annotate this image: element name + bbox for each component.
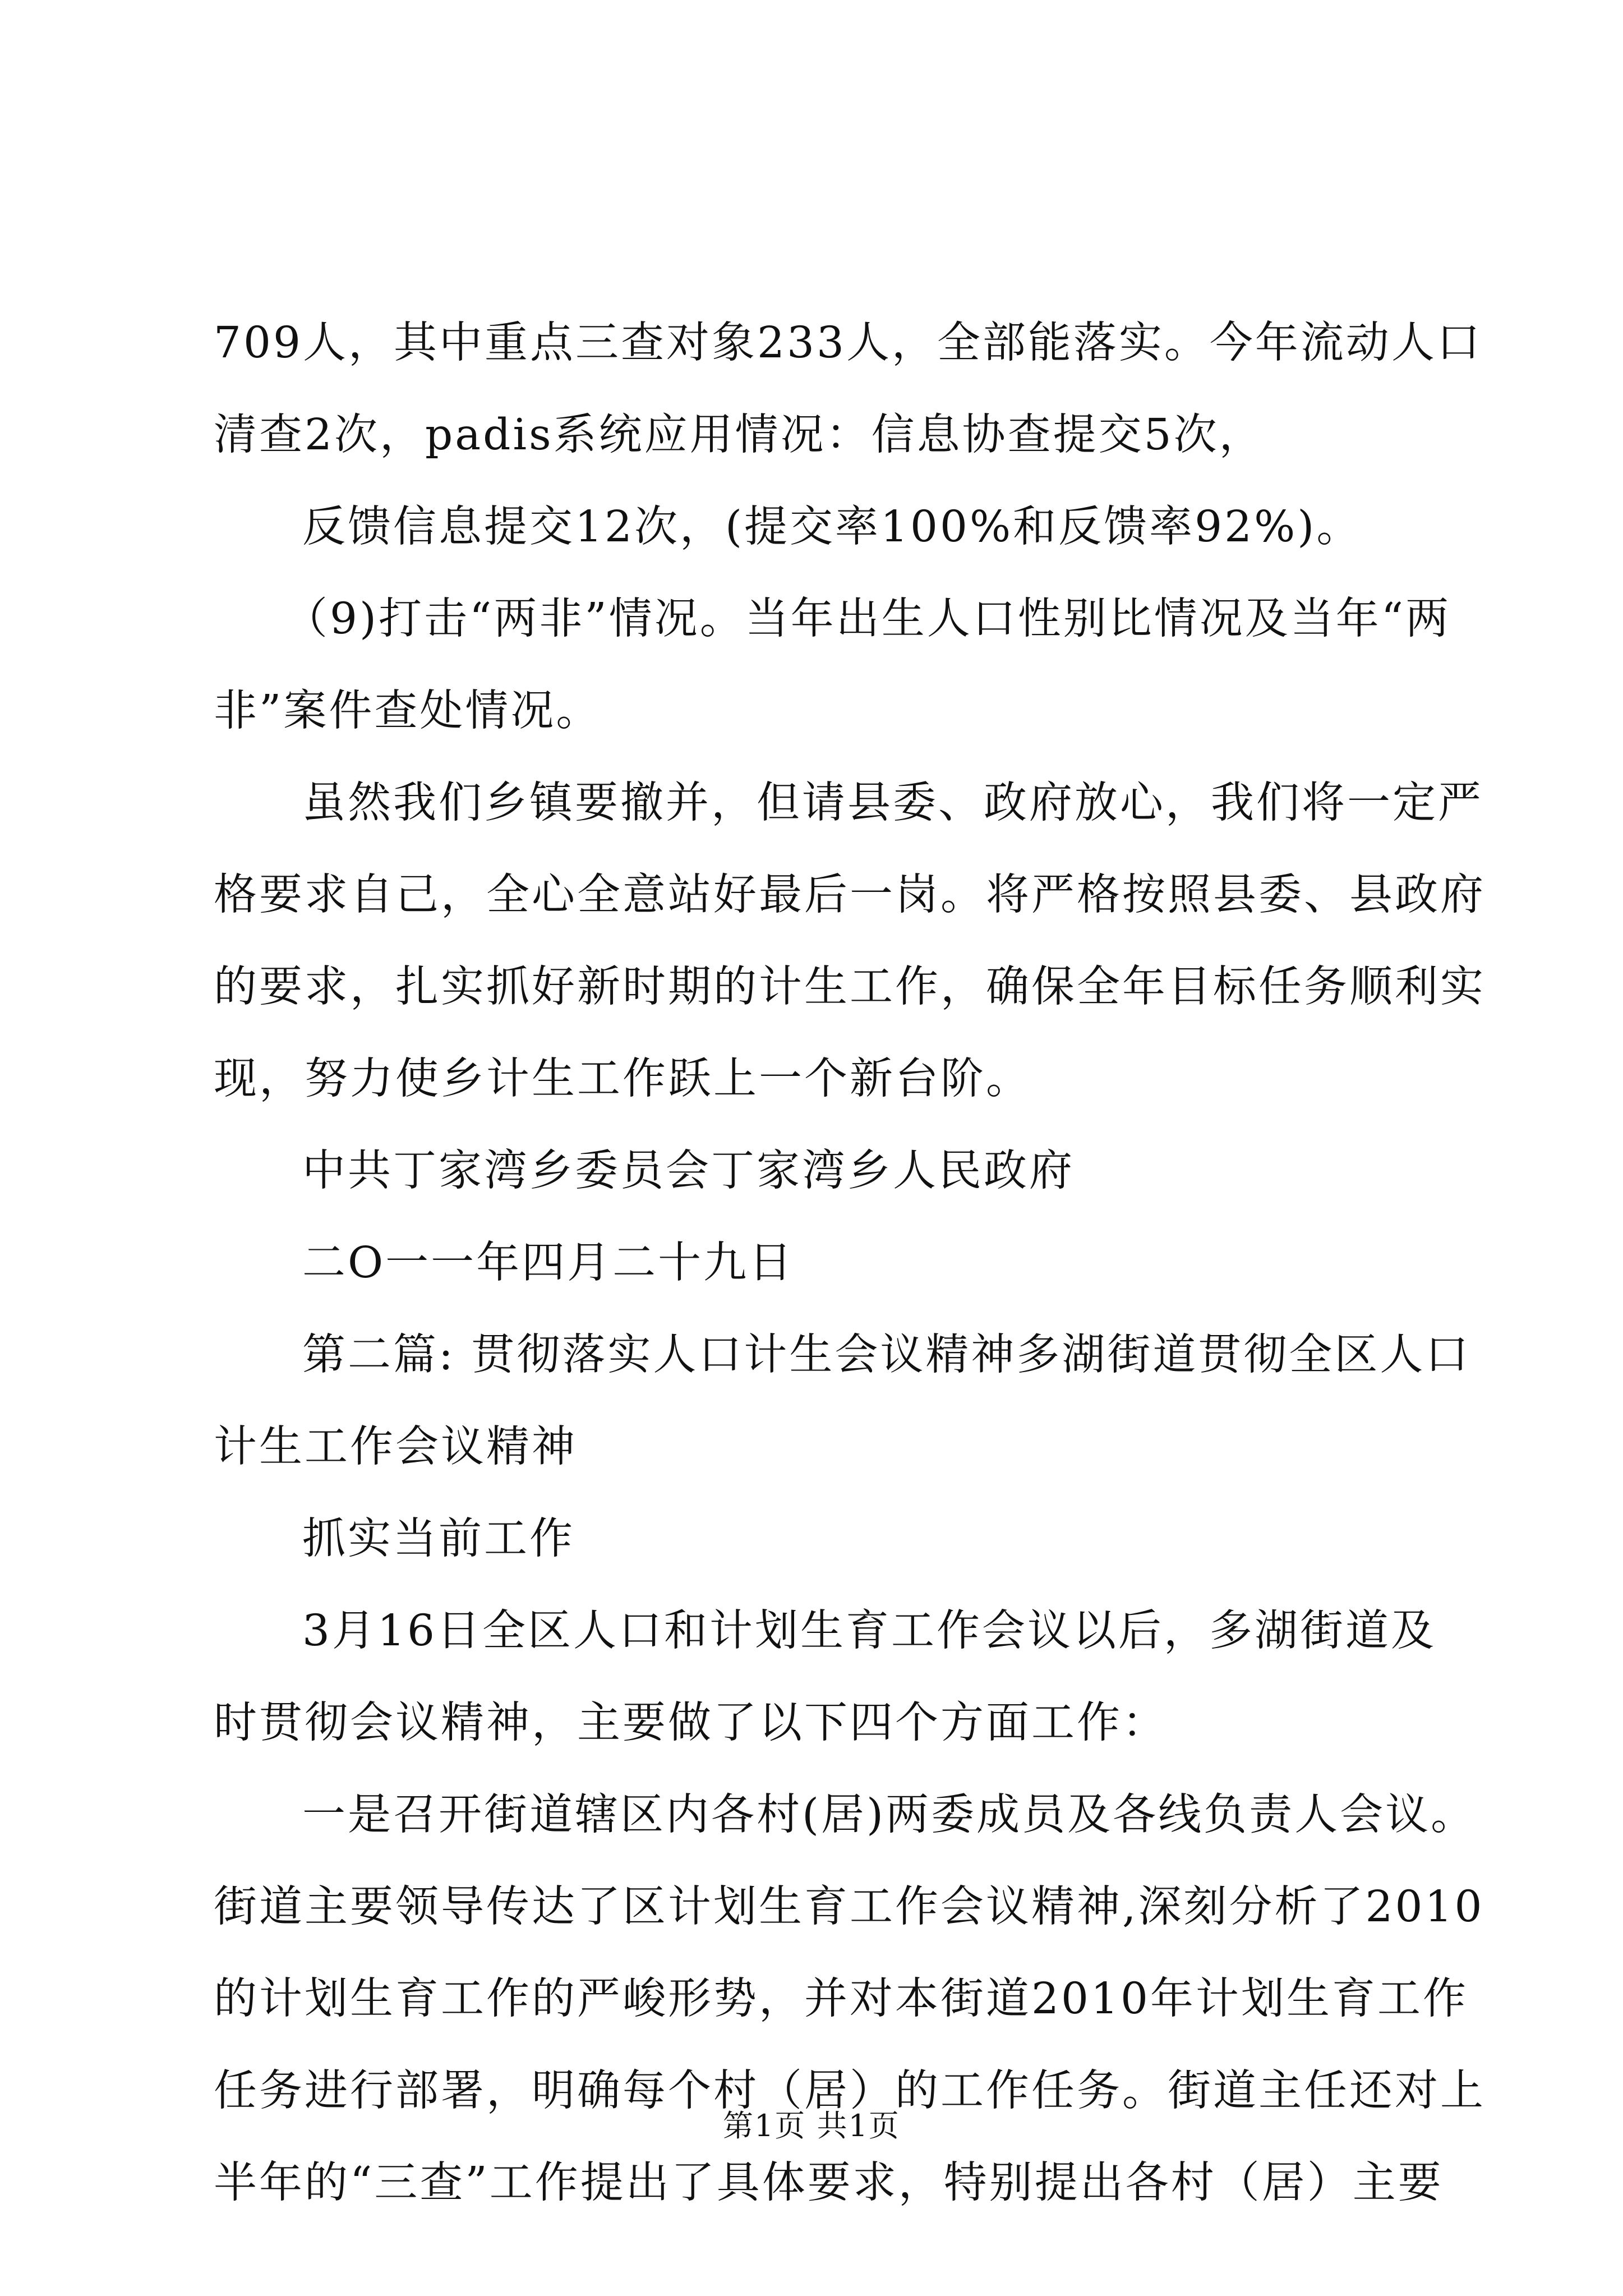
text-line: 非”案件查处情况。 (214, 686, 602, 736)
text-line: 虽然我们乡镇要撤并，但请县委、政府放心，我们将一定严 (302, 778, 1483, 828)
document-body (214, 297, 1486, 2229)
text-line: 清查2次，padis系统应用情况：信息协查提交5次， (214, 410, 1265, 460)
text-line: 709人，其中重点三查对象233人，全部能落实。今年流动人口 (214, 318, 1482, 368)
section-heading: 计生工作会议精神 (214, 1422, 577, 1472)
text-line: 的计划生育工作的严峻形势，并对本街道2010年计划生育工作 (214, 1974, 1468, 2024)
text-line: 3月16日全区人口和计划生育工作会议以后，多湖街道及 (302, 1606, 1436, 1656)
text-line: 时贯彻会议精神，主要做了以下四个方面工作： (214, 1698, 1168, 1748)
date-line: 二O一一年四月二十九日 (302, 1238, 795, 1288)
text-line: 半年的“三查”工作提出了具体要求，特别提出各村（居）主要 (214, 2158, 1444, 2208)
signature-line: 中共丁家湾乡委员会丁家湾乡人民政府 (302, 1146, 1075, 1196)
text-line: （9)打击“两非”情况。当年出生人口性别比情况及当年“两 (284, 594, 1451, 644)
text-line: 抓实当前工作 (302, 1514, 575, 1564)
text-line: 街道主要领导传达了区计划生育工作会议精神,深刻分析了2010 (214, 1882, 1484, 1932)
page-footer: 第1页 共1页 (723, 2108, 900, 2143)
text-line: 现，努力使乡计生工作跃上一个新台阶。 (214, 1054, 1031, 1104)
text-line: 任务进行部署，明确每个村（居）的工作任务。街道主任还对上 (214, 2066, 1486, 2116)
section-heading: 第二篇: 贯彻落实人口计生会议精神多湖街道贯彻全区人口 (302, 1330, 1471, 1380)
text-line: 反馈信息提交12次，(提交率100%和反馈率92%)。 (302, 502, 1362, 552)
text-line: 的要求，扎实抓好新时期的计生工作，确保全年目标任务顺利实 (214, 962, 1486, 1012)
text-line: 一是召开街道辖区内各村(居)两委成员及各线负责人会议。 (302, 1790, 1477, 1840)
text-line: 格要求自己，全心全意站好最后一岗。将严格按照县委、县政府 (214, 870, 1486, 920)
